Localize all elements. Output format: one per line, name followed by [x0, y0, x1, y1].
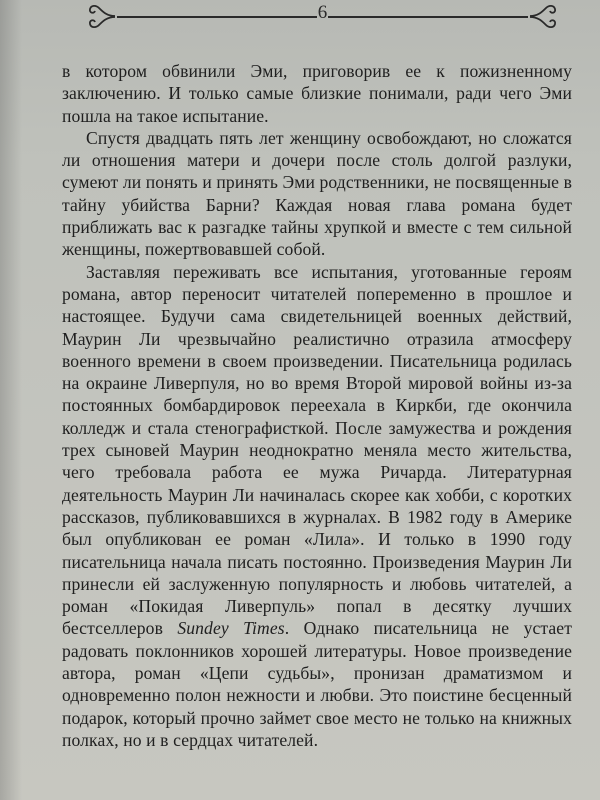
- text-segment: . Однако писательница не устает радовать поклонников хорошей литературы. Новое произведение автора, роман «Цепи судьбы», пронизан драматизмом и одновременно полон нежности и любви. Это поистине бесценный подарок, который прочно займет свое место не только на книжных полках, но и в сердцах читателей.: [62, 618, 572, 750]
- text-segment: Заставляя переживать все испытания, уготованные героям романа, автор переносит читателей попеременно в прошлое и настоящее. Будучи сама свидетельницей военных действий, Маурин Ли чрезвычайно реалистично отразила атмосферу военного времени в своем произведении. Писательница родилась на окраине Ливерпуля, но во время Второй мировой войны из-за постоянных бомбардировок переехала в Киркби, где окончила колледж и стала стенографисткой. После замужества и рождения трех сыновей Маурин неоднократно меняла место жительства, чего требовала работа ее мужа Ричарда. Литературная деятельность Маурин Ли начиналась скорее как хобби, с коротких рассказов, публиковавшихся в журналах. В 1982 году в Америке был опубликован ее роман «Лила». И только в 1990 году писательница начала писать постоянно. Произведения Маурин Ли принесли ей заслуженную популярность и любовь читателей, а роман «Покидая Ливерпуль» попал в десятку лучших бестселлеров: [62, 261, 572, 639]
- header-rule-right: [328, 16, 528, 18]
- body-text: [62, 60, 572, 751]
- paragraph: [62, 60, 572, 127]
- text-segment: Спустя двадцать пять лет женщину освобождают, но сложатся ли отношения матери и дочери после столь долгой разлуки, сумеют ли понять и принять Эми родственники, не посвященные в тайну убийства Барни? Каждая новая глава романа будет приближать вас к разгадке тайны хрупкой и вместе с тем сильной женщины, пожертвовавшей собой.: [62, 127, 572, 260]
- paragraph: [62, 127, 572, 261]
- text-segment: в котором обвинили Эми, приговорив ее к пожизненному заключению. И только самые близкие понимали, ради чего Эми пошла на такое испытание.: [62, 61, 572, 126]
- paragraph: [62, 261, 572, 752]
- page-number: 6: [317, 2, 328, 23]
- page-header: [85, 2, 560, 34]
- flourish-ornament-icon: [528, 2, 560, 32]
- page-gutter-shadow: [0, 0, 22, 800]
- newspaper-title: Sundey Times: [177, 618, 285, 639]
